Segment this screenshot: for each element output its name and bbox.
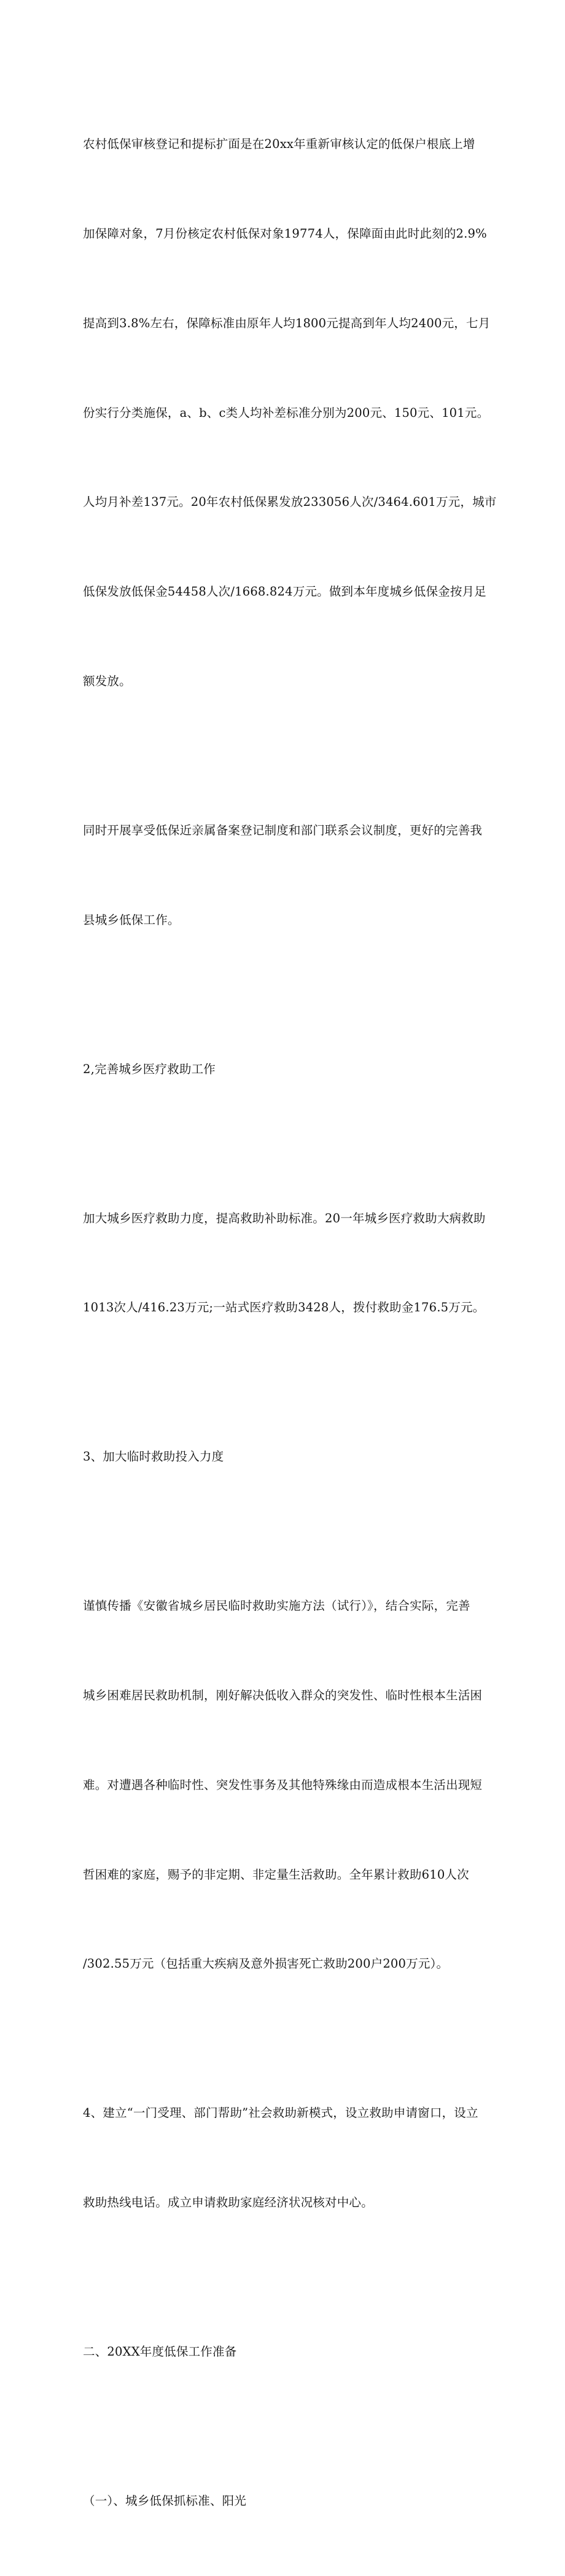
- text-line: （一）、城乡低保抓标准、阳光: [83, 2494, 247, 2508]
- text-line: 份实行分类施保，a、b、c类人均补差标准分别为200元、150元、101元。: [83, 405, 489, 420]
- text-line: 城乡困难居民救助机制，刚好解决低收入群众的突发性、临时性根本生活困: [83, 1688, 483, 1703]
- text-line: 难。对遭遇各种临时性、突发性事务及其他特殊缘由而造成根本生活出现短: [83, 1777, 483, 1792]
- text-line: 救助热线电话。成立申请救助家庭经济状况核对中心。: [83, 2195, 373, 2210]
- text-line: 低保发放低保金54458人次/1668.824万元。做到本年度城乡低保金按月足: [83, 584, 486, 599]
- heading-temporary-aid: [83, 1383, 488, 1532]
- text-line: 加大城乡医疗救助力度，提高救助补助标准。20一年城乡医疗救助大病救助: [83, 1211, 486, 1225]
- text-line: 提高到3.8%左右，保障标准由原年人均1800元提高到年人均2400元，七月: [83, 316, 491, 330]
- document-body: [83, 70, 497, 2576]
- text-line: 谨慎传播《安徽省城乡居民临时救助实施方法（试行）》，结合实际，完善: [83, 1599, 470, 1613]
- text-line: 人均月补差137元。20年农村低保累发放233056人次/3464.601万元，城市: [83, 495, 497, 510]
- text-line: 二、20XX年度低保工作准备: [83, 2345, 237, 2359]
- text-line: 1013次人/416.23万元;一站式医疗救助3428人，拨付救助金176.5万元。: [83, 1300, 485, 1315]
- paragraph-relatives-registration: [83, 756, 488, 995]
- paragraph-social-aid-model: [83, 2039, 488, 2278]
- text-line: 2,完善城乡医疗救助工作: [83, 1061, 216, 1076]
- paragraph-rural-subsistence: [83, 70, 497, 756]
- text-line: 4、建立“一门受理、部门帮助”社会救助新模式，设立救助申请窗口，设立: [83, 2106, 478, 2120]
- text-line: 同时开展享受低保近亲属备案登记制度和部门联系会议制度，更好的完善我: [83, 823, 483, 837]
- heading-annual-preparation: [83, 2278, 488, 2427]
- text-line: 县城乡低保工作。: [83, 912, 180, 927]
- text-line: 额发放。: [83, 673, 131, 688]
- text-line: 农村低保审核登记和提标扩面是在20xx年重新审核认定的低保户根底上增: [83, 137, 475, 152]
- text-line: 3、加大临时救助投入力度: [83, 1449, 224, 1464]
- text-line: 哲困难的家庭，赐予的非定期、非定量生活救助。全年累计救助610人次: [83, 1867, 469, 1882]
- subheading-urban-rural-standards: [83, 2427, 488, 2576]
- paragraph-medical-aid: [83, 1144, 488, 1383]
- heading-medical-aid: [83, 995, 488, 1144]
- paragraph-temporary-aid: [83, 1532, 488, 2039]
- text-line: /302.55万元（包括重大疾病及意外损害死亡救助200户200万元）。: [83, 1957, 449, 1971]
- text-line: 加保障对象，7月份核定农村低保对象19774人，保障面由此时此刻的2.9%: [83, 226, 487, 241]
